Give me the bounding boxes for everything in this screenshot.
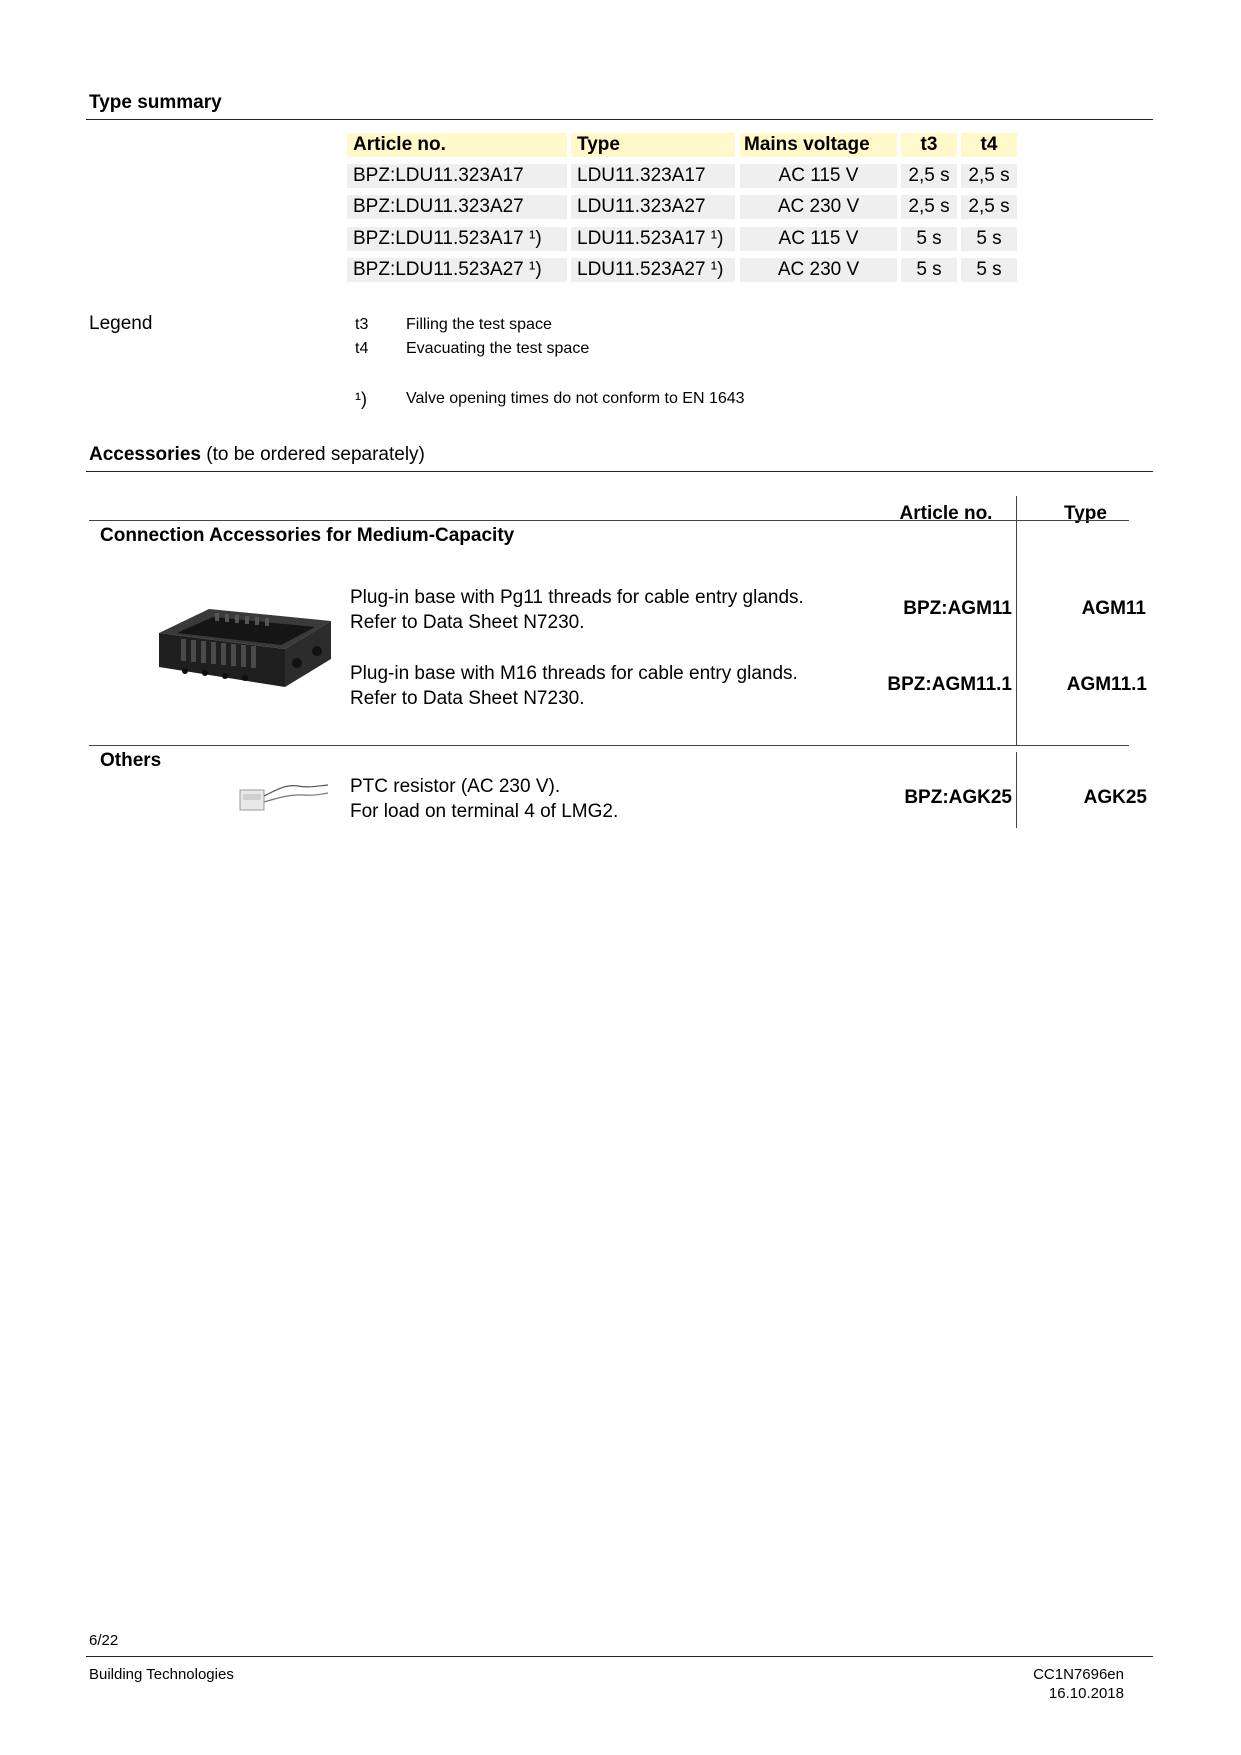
cell-article-no: BPZ:LDU11.323A27 (347, 195, 567, 219)
cell-mains-voltage: AC 115 V (740, 227, 897, 251)
cell-mains-voltage: AC 115 V (740, 164, 897, 188)
cell-t4: 2,5 s (961, 164, 1017, 188)
description-line: Refer to Data Sheet N7230. (350, 612, 585, 633)
accessory-description (350, 661, 798, 711)
company-name: Building Technologies (89, 1666, 234, 1683)
section-divider (86, 471, 1153, 472)
legend-key-t4: t4 (355, 340, 369, 357)
accessories-title-note: (to be ordered separately) (206, 444, 425, 465)
cell-t3: 2,5 s (901, 164, 957, 188)
legend-key-t3: t3 (355, 316, 369, 333)
legend-label: Legend (89, 313, 153, 334)
header-type: Type (571, 133, 735, 157)
header-article-no: Article no. (347, 133, 567, 157)
accessory-type: AGK25 (1083, 787, 1147, 808)
description-line: Plug-in base with Pg11 threads for cable entry glands. (350, 587, 804, 608)
accessories-title (89, 444, 425, 466)
group-title-connection-accessories: Connection Accessories for Medium-Capacity (100, 525, 515, 546)
col-header-article-no: Article no. (899, 503, 993, 524)
legend-key-footnote: ¹) (355, 389, 367, 409)
type-summary-title: Type summary (89, 92, 222, 113)
row-divider (89, 520, 1129, 521)
plug-in-base-image (155, 603, 333, 691)
accessory-type: AGM11.1 (1066, 674, 1147, 695)
cell-t3: 2,5 s (901, 195, 957, 219)
accessory-description (350, 585, 804, 635)
accessory-article-no: BPZ:AGM11.1 (887, 674, 1012, 695)
cell-type: LDU11.323A17 (571, 164, 735, 188)
accessory-article-no: BPZ:AGM11 (903, 598, 1012, 619)
cell-type: LDU11.523A27 ¹) (571, 258, 735, 282)
page-number: 6/22 (89, 1632, 119, 1649)
accessory-article-no: BPZ:AGK25 (904, 787, 1012, 808)
legend-text-footnote: Valve opening times do not conform to EN 1643 (406, 390, 745, 407)
header-mains-voltage: Mains voltage (740, 133, 897, 157)
section-divider (86, 119, 1153, 120)
cell-article-no: BPZ:LDU11.523A17 ¹) (347, 227, 567, 251)
cell-type: LDU11.523A17 ¹) (571, 227, 735, 251)
description-line: Plug-in base with M16 threads for cable entry glands. (350, 663, 798, 684)
col-header-type: Type (1064, 503, 1107, 524)
header-t3: t3 (901, 133, 957, 157)
cell-article-no: BPZ:LDU11.323A17 (347, 164, 567, 188)
cell-t4: 2,5 s (961, 195, 1017, 219)
description-line: PTC resistor (AC 230 V). (350, 776, 561, 797)
group-title-others: Others (100, 750, 162, 771)
cell-t4: 5 s (961, 258, 1017, 282)
accessories-title-main: Accessories (89, 444, 201, 465)
legend-text-t3: Filling the test space (406, 316, 552, 333)
document-date: 16.10.2018 (1048, 1685, 1124, 1702)
accessory-type: AGM11 (1081, 598, 1146, 619)
footer-divider (86, 1656, 1153, 1657)
description-line: Refer to Data Sheet N7230. (350, 688, 585, 709)
cell-article-no: BPZ:LDU11.523A27 ¹) (347, 258, 567, 282)
accessory-description (350, 774, 618, 824)
header-t4: t4 (961, 133, 1017, 157)
cell-t4: 5 s (961, 227, 1017, 251)
cell-mains-voltage: AC 230 V (740, 195, 897, 219)
cell-type: LDU11.323A27 (571, 195, 735, 219)
row-divider (89, 745, 1129, 746)
legend-text-t4: Evacuating the test space (406, 340, 590, 357)
description-line: For load on terminal 4 of LMG2. (350, 801, 619, 822)
cell-mains-voltage: AC 230 V (740, 258, 897, 282)
ptc-resistor-image (238, 780, 330, 814)
cell-t3: 5 s (901, 227, 957, 251)
cell-t3: 5 s (901, 258, 957, 282)
column-separator (1016, 496, 1017, 746)
document-id: CC1N7696en (1033, 1666, 1124, 1683)
